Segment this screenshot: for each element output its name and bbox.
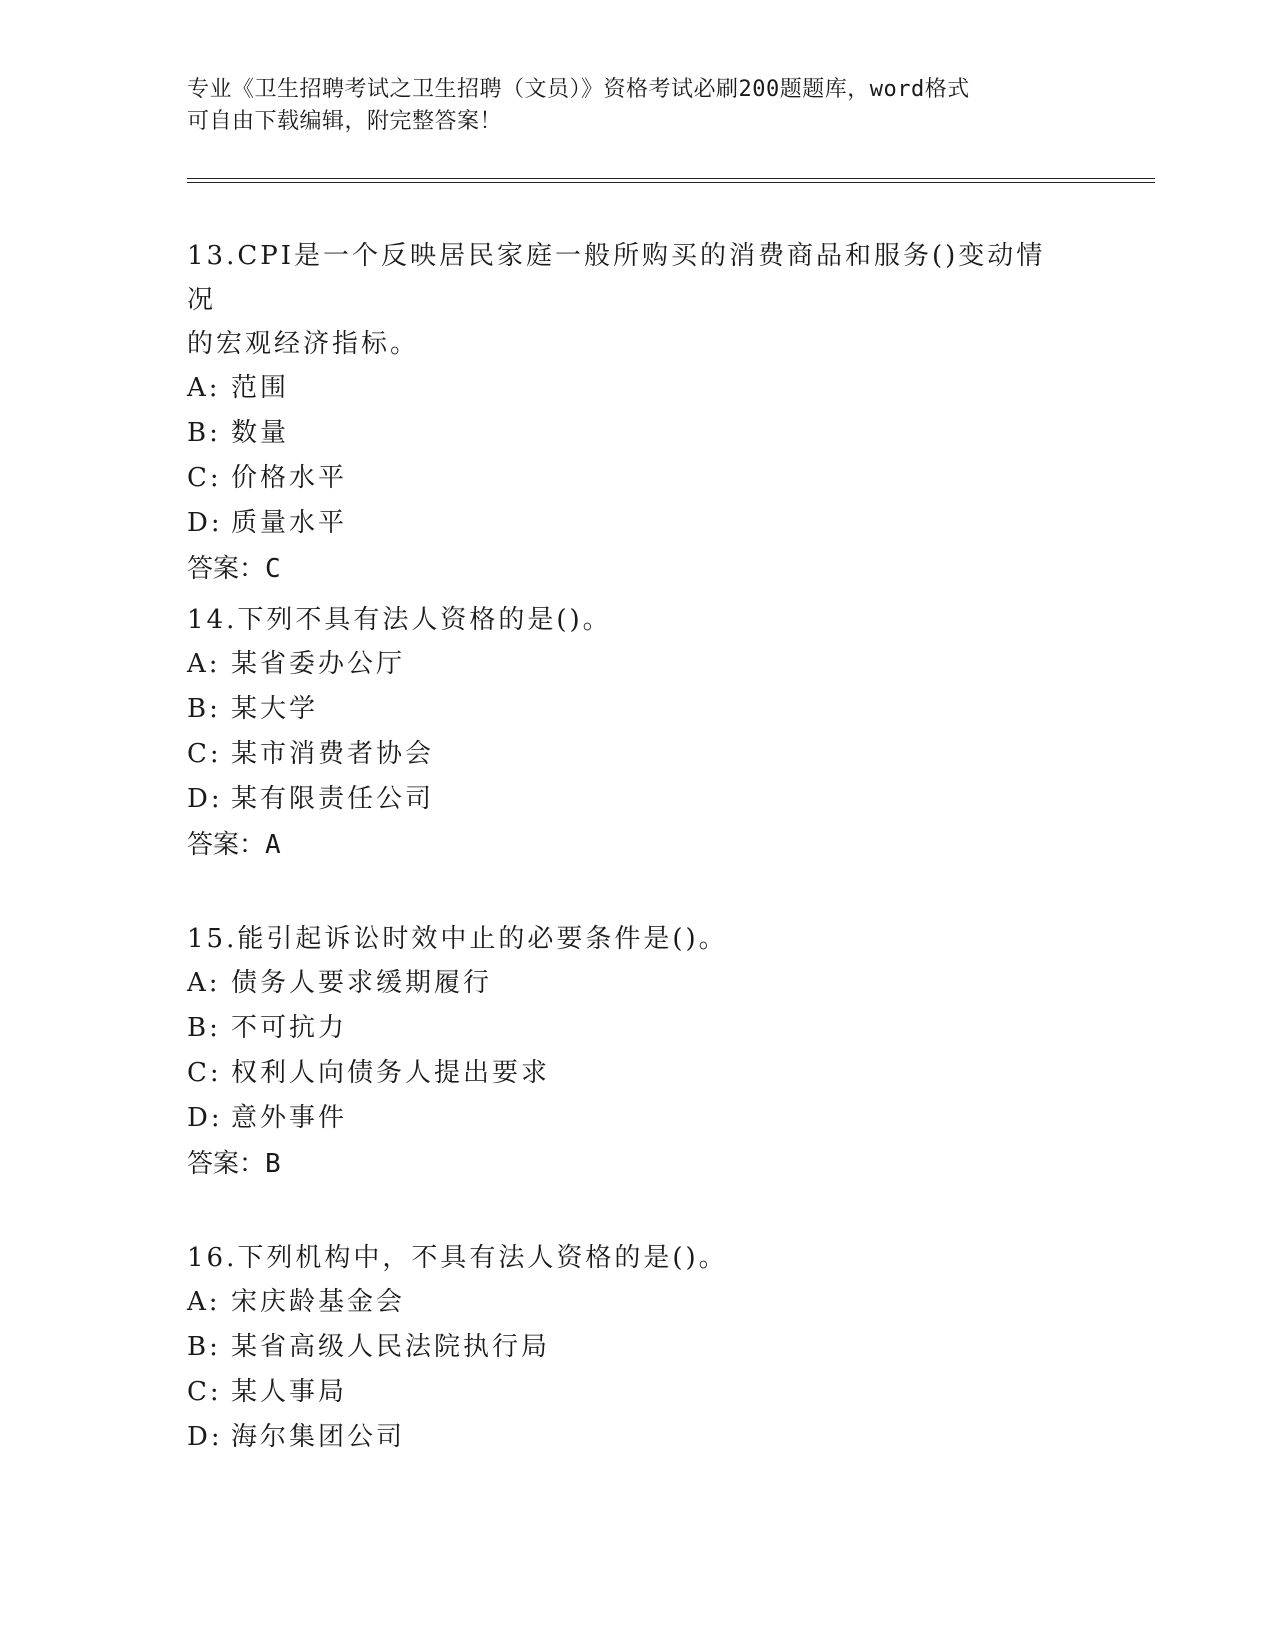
- header-line-1: 专业《卫生招聘考试之卫生招聘（文员）》资格考试必刷200题题库，word格式: [187, 77, 970, 102]
- option-a: [187, 1280, 1067, 1325]
- header-line-2: 可自由下载编辑，附完整答案！: [187, 109, 503, 134]
- option-b: [187, 1006, 1067, 1051]
- option-a: [187, 961, 1067, 1006]
- option-letter: D:: [187, 508, 223, 538]
- option-c: [187, 732, 1067, 777]
- option-text: 权利人向债务人提出要求: [231, 1058, 551, 1088]
- option-c: [187, 1051, 1067, 1096]
- option-letter: A:: [187, 1287, 221, 1317]
- option-text: 数量: [231, 418, 290, 448]
- option-d: [187, 501, 1067, 546]
- option-text: 价格水平: [231, 463, 348, 493]
- option-letter: A:: [187, 373, 221, 403]
- option-text: 某市消费者协会: [231, 739, 435, 769]
- option-text: 某大学: [231, 694, 319, 724]
- question-stem: 16.下列机构中，不具有法人资格的是()。: [187, 1243, 728, 1273]
- option-letter: B:: [187, 694, 221, 724]
- header-divider: [187, 178, 1155, 183]
- option-text: 宋庆龄基金会: [231, 1287, 406, 1317]
- question-stem: 15.能引起诉讼时效中止的必要条件是()。: [187, 924, 728, 954]
- document-header: [187, 74, 1087, 138]
- option-letter: C:: [187, 1058, 222, 1088]
- option-text: 不可抗力: [231, 1013, 348, 1043]
- option-letter: D:: [187, 1422, 223, 1452]
- option-text: 某有限责任公司: [231, 784, 435, 814]
- option-text: 某省高级人民法院执行局: [231, 1332, 551, 1362]
- option-d: [187, 1415, 1067, 1460]
- option-c: [187, 1370, 1067, 1415]
- question-13: [187, 234, 1067, 592]
- question-15: [187, 917, 1067, 1187]
- option-letter: C:: [187, 739, 222, 769]
- option-text: 某省委办公厅: [231, 649, 406, 679]
- question-stem: 13.CPI是一个反映居民家庭一般所购买的消费商品和服务()变动情况: [187, 241, 1046, 315]
- option-letter: A:: [187, 968, 221, 998]
- option-letter: C:: [187, 463, 222, 493]
- option-letter: B:: [187, 1332, 221, 1362]
- question-stem: 14.下列不具有法人资格的是()。: [187, 605, 612, 635]
- option-letter: A:: [187, 649, 221, 679]
- option-text: 海尔集团公司: [231, 1422, 406, 1452]
- answer-line: 答案：A: [187, 830, 281, 860]
- option-text: 债务人要求缓期履行: [231, 968, 493, 998]
- question-16: [187, 1236, 1067, 1460]
- option-b: [187, 1325, 1067, 1370]
- option-letter: B:: [187, 418, 221, 448]
- option-letter: B:: [187, 1013, 221, 1043]
- option-text: 质量水平: [231, 508, 348, 538]
- option-a: [187, 366, 1067, 411]
- question-stem-continued: 的宏观经济指标。: [187, 329, 420, 359]
- option-letter: D:: [187, 1103, 223, 1133]
- option-d: [187, 1096, 1067, 1141]
- answer-line: 答案：B: [187, 1149, 281, 1179]
- option-letter: C:: [187, 1377, 222, 1407]
- question-14: [187, 598, 1067, 868]
- option-c: [187, 456, 1067, 501]
- option-letter: D:: [187, 784, 223, 814]
- option-text: 意外事件: [231, 1103, 348, 1133]
- option-d: [187, 777, 1067, 822]
- option-text: 范围: [231, 373, 290, 403]
- option-b: [187, 687, 1067, 732]
- option-text: 某人事局: [231, 1377, 348, 1407]
- option-a: [187, 642, 1067, 687]
- answer-line: 答案：C: [187, 554, 281, 584]
- option-b: [187, 411, 1067, 456]
